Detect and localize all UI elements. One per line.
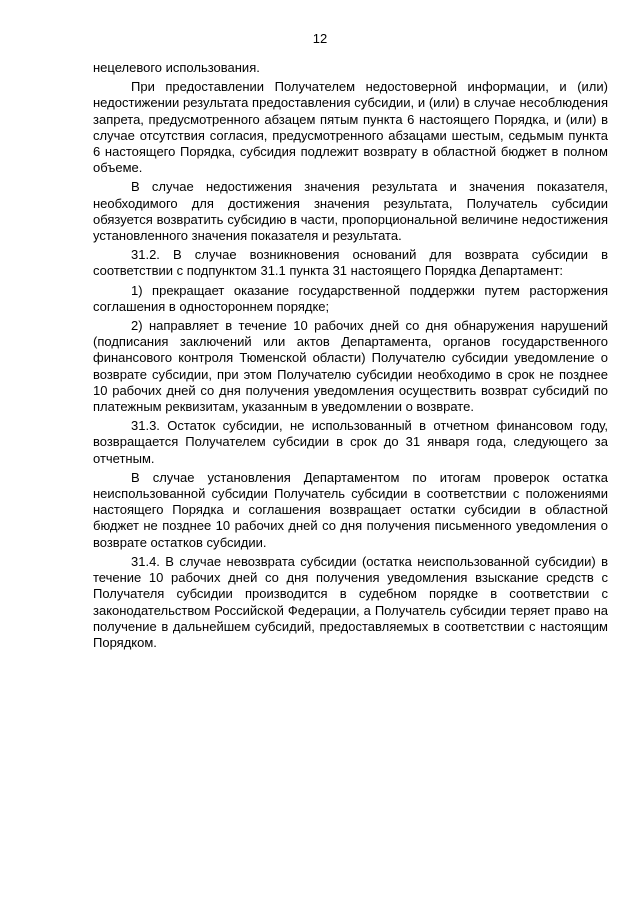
- paragraph-continuation: нецелевого использования.: [93, 60, 260, 75]
- paragraph-31-4: 31.4. В случае невозврата субсидии (остатка неиспользованной субсидии) в течение 10 рабочих дней со дня получения уведомления взыскание средств с Получателя субсидии производится в судебном порядке в соответствии с законодательством Российской Федерации, а Получатель субсидии теряет право на получение в дальнейшем субсидий, предоставляемых в соответствии с настоящим Порядком.: [93, 553, 608, 650]
- paragraph-31-2-item-2: 2) направляет в течение 10 рабочих дней со дня обнаружения нарушений (подписания заключений или актов Департамента, органов государственного финансового контроля Тюменской области) Получателю субсидии уведомление о возврате субсидии, при этом Получателю субсидии необходимо в срок не позднее 10 рабочих дней со дня получения уведомления осуществить возврат субсидий по платежным реквизитам, указанным в уведомлении о возврате.: [93, 318, 608, 415]
- paragraph-31-3: 31.3. Остаток субсидии, не использованный в отчетном финансовом году, возвращается Получателем субсидии в срок до 31 января года, следующего за отчетным.: [93, 418, 608, 466]
- document-body: [93, 60, 608, 654]
- paragraph-31-3-remainder: В случае установления Департаментом по итогам проверок остатка неиспользованной субсидии Получатель субсидии в соответствии с положениями настоящего Порядка и соглашения возвращает остатки субсидии в областной бюджет не позднее 10 рабочих дней со дня получения письменного уведомления о возврате остатков субсидии.: [93, 469, 608, 550]
- paragraph-31-2: 31.2. В случае возникновения оснований для возврата субсидии в соответствии с подпунктом 31.1 пункта 31 настоящего Порядка Департамент:: [93, 247, 608, 279]
- paragraph-full-refund: При предоставлении Получателем недостоверной информации, и (или) недостижении результата предоставления субсидии, и (или) в случае несоблюдения запрета, предусмотренного абзацем пятым пункта 6 настоящего Порядка, и (или) в случае отсутствия согласия, предусмотренного абзацами шестым, седьмым пункта 6 настоящего Порядка, субсидия подлежит возврату в областной бюджет в полном объеме.: [93, 79, 608, 176]
- paragraph-31-2-item-1: 1) прекращает оказание государственной поддержки путем расторжения соглашения в одностороннем порядке;: [93, 282, 608, 314]
- paragraph-partial-refund: В случае недостижения значения результата и значения показателя, необходимого для достижения значения результата, Получатель субсидии обязуется возвратить субсидию в части, пропорциональной величине недостижения установленного значения показателя и результата.: [93, 179, 608, 244]
- page-number: 12: [312, 31, 328, 46]
